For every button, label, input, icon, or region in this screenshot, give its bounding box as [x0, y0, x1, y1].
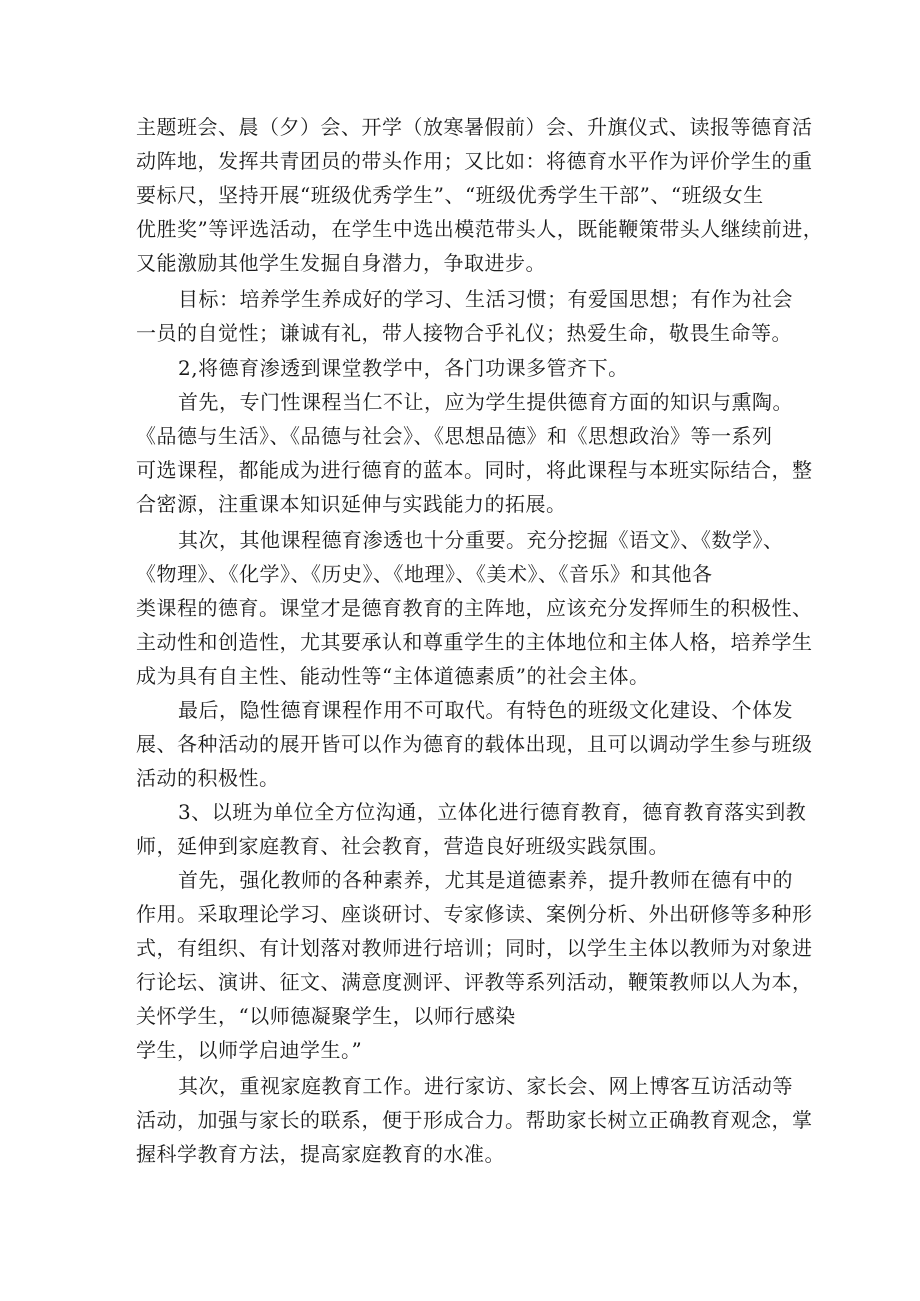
text-line: 师，延伸到家庭教育、社会教育，营造良好班级实践氛围。 [136, 834, 669, 858]
text-line: 《品德与生活》、《品德与社会》、《思想品德》和《思想政治》等一系列 [136, 424, 773, 448]
text-line: 式，有组织、有计划落对教师进行培训；同时，以学生主体以教师为对象进 [136, 936, 813, 960]
text-line: 其次，重视家庭教育工作。进行家访、家长会、网上博客互访活动等 [178, 1074, 793, 1098]
text-line: 活动，加强与家长的联系，便于形成合力。帮助家长树立正确教育观念，掌 [136, 1108, 813, 1132]
paragraph-teacher-training [136, 863, 813, 1067]
text-line: 关怀学生，“以师德凝聚学生，以师行感染 [136, 1004, 516, 1028]
text-line: 握科学教育方法，提高家庭教育的水准。 [136, 1142, 505, 1166]
text-line: 3、以班为单位全方位沟通，立体化进行德育教育，德育教育落实到教 [178, 800, 807, 824]
text-line: 要标尺，坚持开展“班级优秀学生”、“班级优秀学生干部”、“班级女生 [136, 183, 764, 207]
text-line: 可选课程，都能成为进行德育的蓝本。同时，将此课程与本班实际结合，整 [136, 458, 813, 482]
text-line: 主动性和创造性，尤其要承认和尊重学生的主体地位和主体人格，培养学生 [136, 630, 813, 654]
text-line: 学生，以师学启迪学生。” [136, 1038, 363, 1062]
paragraph-other-courses [136, 523, 813, 693]
section-heading-2 [136, 351, 786, 385]
text-line: 《物理》、《化学》、《历史》、《地理》、《美术》、《音乐》和其他各 [136, 562, 713, 586]
text-line: 目标：培养学生养成好的学习、生活习惯；有爱国思想；有作为社会 [178, 287, 793, 311]
text-line: 2,将德育渗透到课堂教学中，各门功课多管齐下。 [178, 356, 629, 380]
text-line: 合密源，注重课本知识延伸与实践能力的拓展。 [136, 492, 567, 516]
paragraph-activities [136, 110, 824, 280]
text-line: 动阵地，发挥共青团员的带头作用；又比如：将德育水平作为评价学生的重 [136, 149, 813, 173]
text-line: 行论坛、演讲、征文、满意度测评、评教等系列活动，鞭策教师以人为本， [136, 970, 813, 994]
text-line: 优胜奖”等评选活动，在学生中选出模范带头人，既能鞭策带头人继续前进， [136, 217, 824, 241]
text-line: 一员的自觉性；谦诚有礼，带人接物合乎礼仪；热爱生命，敬畏生命等。 [136, 321, 792, 345]
text-line: 活动的积极性。 [136, 766, 280, 790]
text-line: 作用。采取理论学习、座谈研讨、专家修读、案例分析、外出研修等多种形 [136, 902, 813, 926]
text-line: 其次，其他课程德育渗透也十分重要。充分挖掘《语文》、《数学》、 [178, 528, 784, 552]
text-line: 主题班会、晨（夕）会、开学（放寒暑假前）会、升旗仪式、读报等德育活 [136, 115, 813, 139]
paragraph-goals [136, 282, 793, 350]
paragraph-hidden-curriculum [136, 693, 813, 795]
text-line: 成为具有自主性、能动性等“主体道德素质”的社会主体。 [136, 664, 650, 688]
text-line: 展、各种活动的展开皆可以作为德育的载体出现，且可以调动学生参与班级 [136, 732, 813, 756]
text-line: 又能激励其他学生发掘自身潜力，争取进步。 [136, 251, 546, 275]
text-line: 类课程的德育。课堂才是德育教育的主阵地，应该充分发挥师生的积极性、 [136, 596, 813, 620]
text-line: 首先，专门性课程当仁不让，应为学生提供德育方面的知识与熏陶。 [178, 390, 793, 414]
section-heading-3 [136, 795, 807, 863]
text-line: 最后，隐性德育课程作用不可取代。有特色的班级文化建设、个体发 [178, 698, 793, 722]
paragraph-specialized-courses [136, 385, 813, 521]
paragraph-family-education [136, 1069, 813, 1171]
text-line: 首先，强化教师的各种素养，尤其是道德素养，提升教师在德有中的 [178, 868, 793, 892]
